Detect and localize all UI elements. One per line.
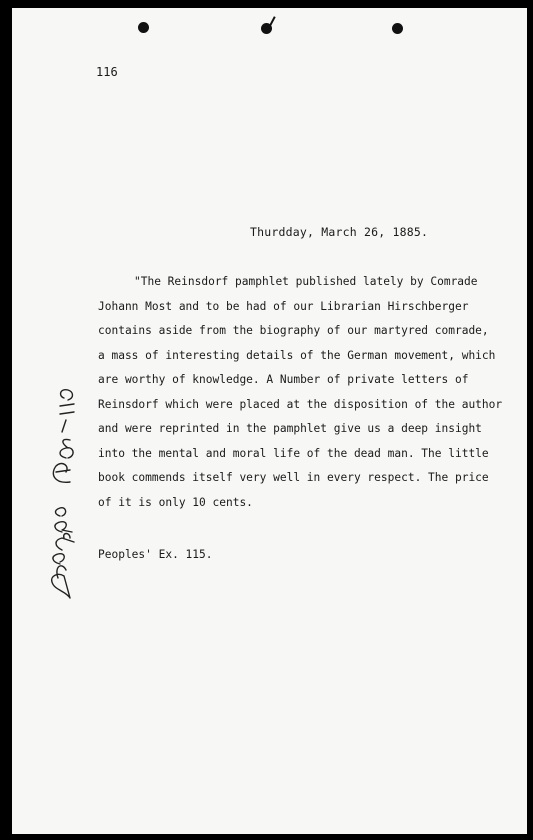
handwritten-exhibit-note [40, 386, 80, 606]
body-line: and were reprinted in the pamphlet give us a deep insight [98, 422, 482, 435]
body-line: Johann Most and to be had of our Librarian Hirschberger [98, 299, 469, 313]
body-line: are worthy of knowledge. A Number of private letters of [98, 373, 469, 386]
source-citation: Peoples' Ex. 115. [98, 548, 213, 561]
date-line: Thurdday, March 26, 1885. [250, 225, 429, 239]
binder-hole-left [138, 22, 149, 33]
body-line: Reinsdorf which were placed at the disposition of the author [98, 397, 503, 411]
body-line: book commends itself very well in every respect. The price [98, 471, 489, 484]
binder-hole-right [392, 23, 403, 34]
document-page [12, 8, 527, 834]
body-line: into the mental and moral life of the dead man. The little [98, 446, 489, 460]
article-body [98, 270, 503, 515]
body-line: contains aside from the biography of our martyred comrade, [98, 324, 489, 337]
body-line: "The Reinsdorf pamphlet published lately by Comrade [134, 275, 478, 288]
page-number: 116 [96, 65, 118, 79]
binder-tick-mark [268, 16, 275, 28]
body-line: a mass of interesting details of the German movement, which [98, 348, 496, 362]
body-line: of it is only 10 cents. [98, 495, 253, 509]
